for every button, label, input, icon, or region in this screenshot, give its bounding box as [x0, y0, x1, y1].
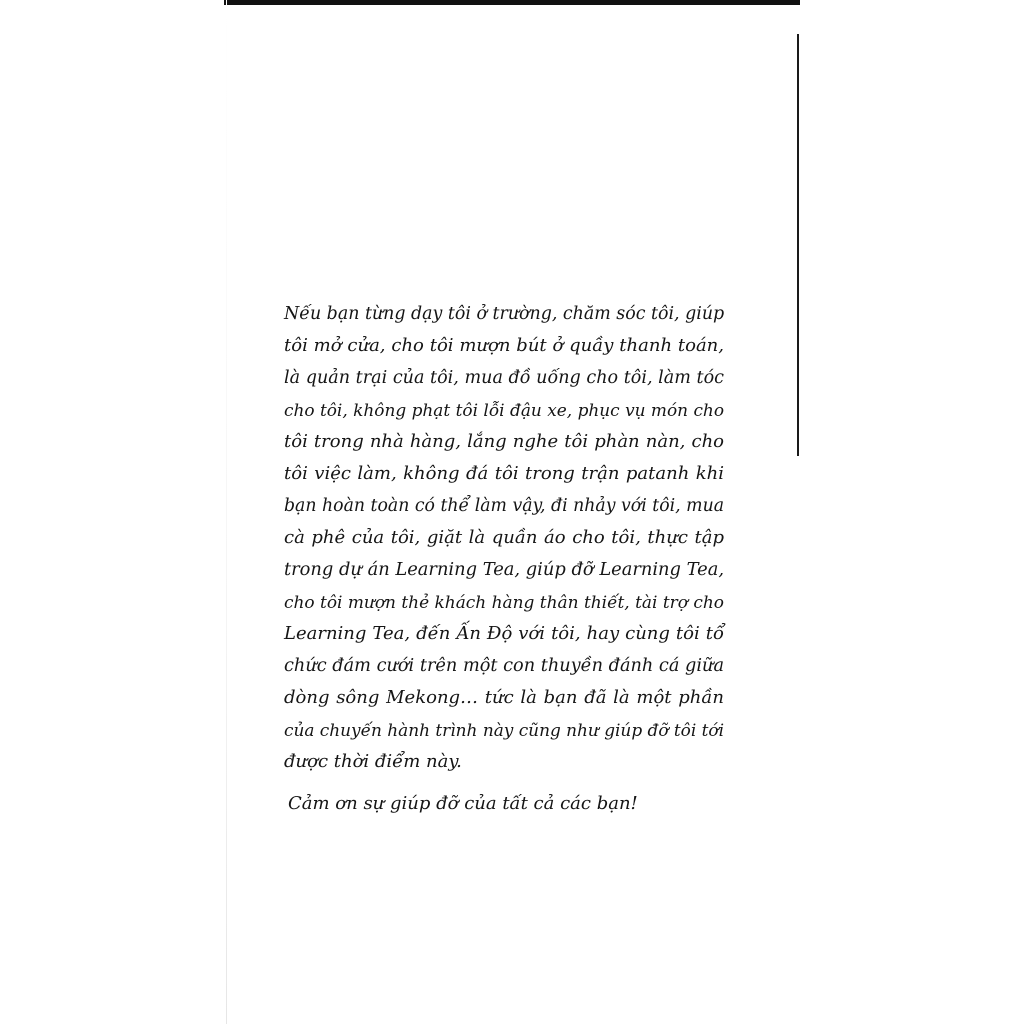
- paragraph-line: cà phê của tôi, giặt là quần áo cho tôi, thực tập: [284, 527, 724, 548]
- top-dark-border: [224, 0, 800, 5]
- paragraph-line: cho tôi mượn thẻ khách hàng thân thiết, tài trợ cho: [284, 592, 724, 612]
- paragraph-line: trong dự án Learning Tea, giúp đỡ Learning Tea,: [284, 559, 724, 580]
- paragraph-line: Learning Tea, đến Ấn Độ với tôi, hay cùng tôi tổ: [284, 623, 724, 644]
- acknowledgement-paragraph: [284, 298, 724, 778]
- paragraph-line: được thời điểm này.: [284, 751, 462, 772]
- closing-thanks: Cảm ơn sự giúp đỡ của tất cả các bạn!: [288, 793, 638, 814]
- paragraph-line: dòng sông Mekong… tức là bạn đã là một phần: [284, 687, 724, 708]
- paragraph-line: bạn hoàn toàn có thể làm vậy, đi nhảy với tôi, mua: [284, 496, 724, 516]
- page-left-edge: [226, 0, 227, 1024]
- page-right-edge-line: [797, 34, 799, 456]
- paragraph-line: là quản trại của tôi, mua đồ uống cho tôi, làm tóc: [284, 368, 724, 388]
- paragraph-line: tôi việc làm, không đá tôi trong trận patanh khi: [284, 463, 724, 484]
- paragraph-line: của chuyến hành trình này cũng như giúp đỡ tôi tới: [284, 720, 725, 740]
- paragraph-line: tôi trong nhà hàng, lắng nghe tôi phàn nàn, cho: [284, 431, 724, 452]
- paragraph-line: Nếu bạn từng dạy tôi ở trường, chăm sóc tôi, giúp: [284, 304, 725, 324]
- paragraph-line: tôi mở cửa, cho tôi mượn bút ở quầy thanh toán,: [284, 335, 724, 356]
- paragraph-line: chức đám cưới trên một con thuyền đánh cá giữa: [284, 656, 724, 676]
- paragraph-line: cho tôi, không phạt tôi lỗi đậu xe, phục vụ món cho: [284, 400, 724, 420]
